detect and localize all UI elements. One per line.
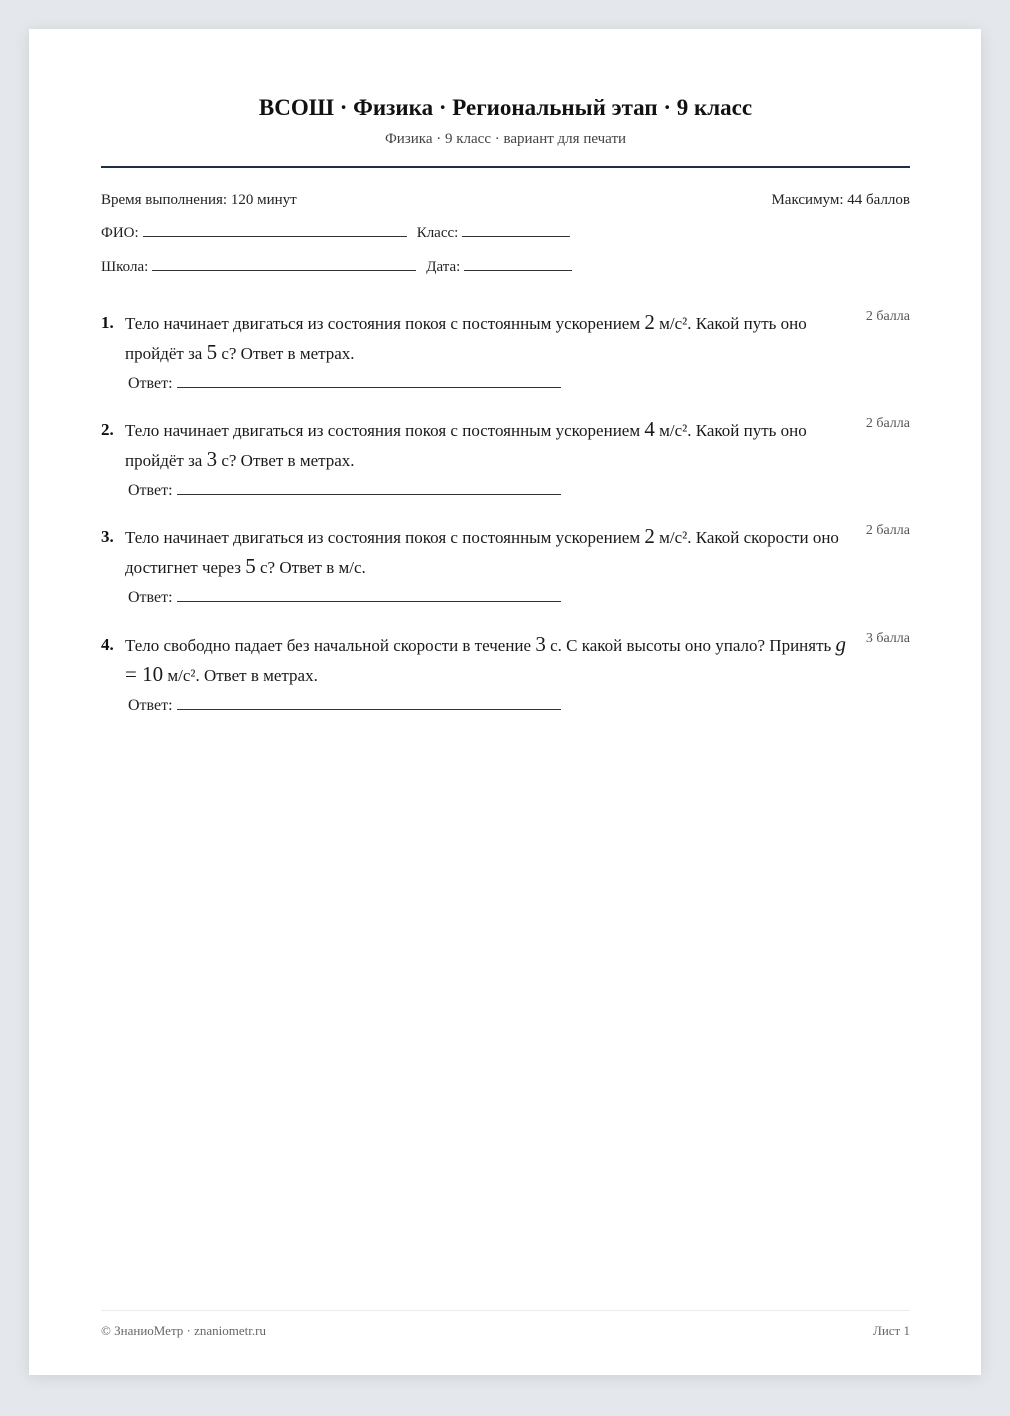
class-field[interactable]: [462, 235, 570, 237]
task-text: [125, 522, 857, 582]
fio-field[interactable]: [143, 235, 407, 237]
footer-page-number: Лист 1: [873, 1323, 910, 1338]
answer-row: [128, 589, 561, 607]
date-label: Дата:: [426, 259, 461, 275]
max-score: Максимум: 44 баллов: [771, 192, 910, 208]
task-number: 2.: [101, 420, 114, 439]
task-text-part: с? Ответ в метрах.: [217, 451, 355, 470]
task-value: 3: [206, 447, 218, 471]
task-value: 5: [245, 554, 256, 578]
answer-row: [128, 375, 561, 393]
task-value: 3: [535, 632, 546, 656]
exam-sheet: [29, 29, 981, 1375]
task-text-part: м/с². Ответ в метрах.: [163, 666, 318, 685]
task-text: [125, 630, 857, 690]
task-text-part: Тело свободно падает без начальной скорости в течение: [125, 636, 536, 655]
time-limit: Время выполнения: 120 минут: [101, 192, 297, 208]
answer-label: Ответ:: [128, 697, 173, 714]
task-points: 2 балла: [865, 309, 910, 324]
answer-field[interactable]: [177, 494, 561, 495]
task-text: [125, 308, 857, 368]
class-label: Класс:: [416, 225, 459, 241]
task-text-part: Тело начинает двигаться из состояния покоя с постоянным ускорением: [125, 421, 645, 440]
school-label: Школа:: [101, 259, 149, 275]
task-text-part: с? Ответ в метрах.: [217, 344, 355, 363]
page-subtitle: Физика · 9 класс · вариант для печати: [384, 131, 627, 147]
answer-field[interactable]: [177, 601, 561, 602]
task-value: 4: [644, 417, 655, 441]
answer-field[interactable]: [177, 709, 561, 710]
task-text-part: м/с². Какой скорости оно достигнет через: [125, 528, 839, 577]
meta-row-time: [101, 192, 910, 209]
task-equals: =: [125, 662, 143, 686]
task-value: 2: [644, 310, 655, 334]
task-text-part: Тело начинает двигаться из состояния покоя с постоянным ускорением: [125, 314, 645, 333]
fio-label: ФИО:: [101, 225, 139, 241]
task-points: 2 балла: [865, 416, 910, 431]
date-field[interactable]: [464, 269, 572, 271]
task-points: 2 балла: [865, 523, 910, 538]
answer-label: Ответ:: [128, 589, 173, 606]
task-value: 5: [206, 340, 218, 364]
answer-row: [128, 697, 561, 715]
task-number: 4.: [101, 635, 114, 654]
task-variable: g: [835, 632, 847, 656]
task-text-part: м/с². Какой путь оно пройдёт за: [125, 314, 807, 363]
task-text-part: с. С какой высоты оно упало? Принять: [545, 636, 836, 655]
header-divider: [101, 166, 910, 168]
meta-row-fio: [101, 225, 910, 242]
task-number: 3.: [101, 527, 114, 546]
page-title: ВСОШ · Физика · Региональный этап · 9 класс: [258, 95, 753, 120]
answer-field[interactable]: [177, 387, 561, 388]
answer-label: Ответ:: [128, 375, 173, 392]
task-text-part: Тело начинает двигаться из состояния покоя с постоянным ускорением: [125, 528, 645, 547]
answer-row: [128, 482, 561, 500]
school-field[interactable]: [152, 269, 416, 271]
footer-divider: [101, 1310, 910, 1311]
task-text: [125, 415, 857, 475]
task-text-part: м/с². Какой путь оно пройдёт за: [125, 421, 807, 470]
footer-copyright: © ЗнаниоМетр · znaniometr.ru: [101, 1323, 266, 1338]
task-value: 2: [644, 524, 655, 548]
task-value: 10: [142, 662, 164, 686]
task-number: 1.: [101, 313, 114, 332]
meta-row-school: [101, 259, 910, 276]
answer-label: Ответ:: [128, 482, 173, 499]
task-points: 3 балла: [865, 631, 910, 646]
task-text-part: с? Ответ в м/с.: [255, 558, 366, 577]
